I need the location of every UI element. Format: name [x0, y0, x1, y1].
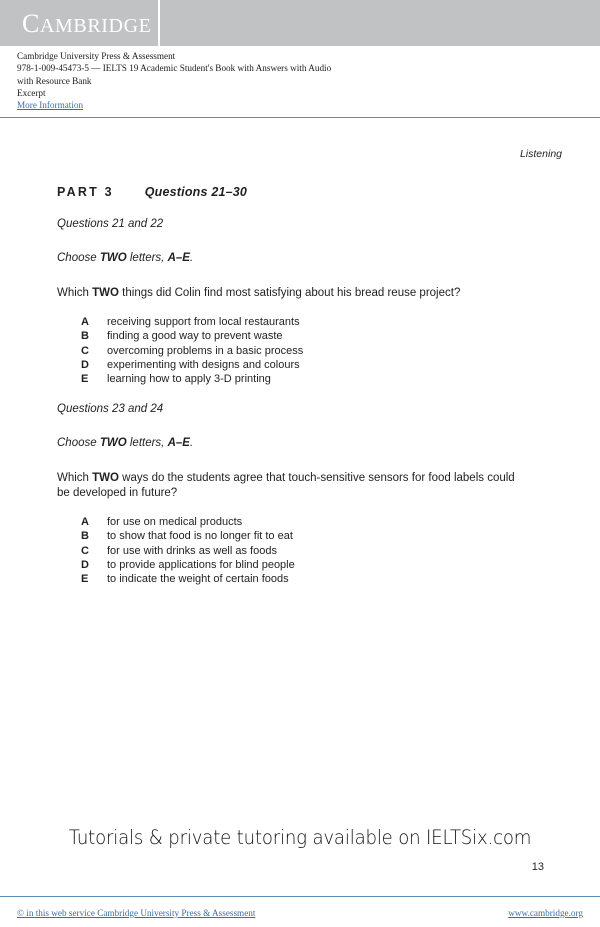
instruction-emphasis-two: TWO [99, 437, 127, 449]
citation-line-subtitle: with Resource Bank [17, 75, 92, 86]
instruction-pre: Choose [57, 437, 100, 449]
option-text: receiving support from local restaurants [107, 316, 300, 328]
logo-wordmark: AMBRIDGE [39, 15, 152, 37]
option-d[interactable] [81, 558, 557, 572]
stem-post: ways do the students agree that touch-sensitive sensors for food labels could be developed in future? [57, 472, 515, 499]
instruction-mid: letters, [126, 252, 168, 264]
option-text: to provide applications for blind people [107, 558, 295, 571]
cambridge-website-link[interactable]: www.cambridge.org [508, 908, 583, 918]
option-letter: C [81, 544, 89, 557]
stem-post: things did Colin find most satisfying about his bread reuse project? [118, 287, 461, 299]
citation-line-publisher: Cambridge University Press & Assessment [17, 51, 176, 61]
option-letter: B [81, 530, 89, 543]
option-a[interactable] [81, 315, 557, 329]
question-stem [57, 286, 519, 301]
logo-initial: C [22, 9, 40, 38]
question-group-21-22 [57, 218, 557, 386]
part-question-range: Questions 21–30 [144, 185, 248, 199]
part-label: PART 3 [57, 185, 114, 199]
option-c[interactable] [81, 544, 557, 558]
option-text: finding a good way to prevent waste [107, 330, 283, 343]
option-letter: A [81, 316, 89, 328]
question-range-label: Questions 21 and 22 [57, 218, 164, 230]
option-text: to show that food is no longer fit to eat [107, 530, 293, 543]
question-instruction [57, 437, 557, 449]
copyright-link[interactable]: © in this web service Cambridge University Press & Assessment [17, 908, 256, 918]
instruction-emphasis-range: A–E [167, 252, 190, 264]
citation-line-excerpt: Excerpt [17, 87, 46, 98]
instruction-emphasis-range: A–E [167, 437, 190, 449]
instruction-pre: Choose [57, 252, 100, 264]
option-text: for use on medical products [107, 516, 243, 528]
instruction-post: . [189, 252, 194, 264]
part-heading [57, 185, 247, 199]
stem-pre: Which [57, 472, 93, 484]
option-letter: C [81, 344, 89, 357]
option-letter: D [81, 358, 89, 371]
option-d[interactable] [81, 358, 557, 372]
option-list [57, 315, 557, 386]
stem-emphasis-two: TWO [92, 287, 119, 299]
question-stem [57, 471, 519, 501]
promo-banner: Tutorials & private tutoring available on IELTSix.com [68, 826, 532, 849]
cambridge-logo [22, 9, 151, 39]
publisher-banner [0, 0, 600, 46]
option-e[interactable] [81, 372, 557, 386]
option-list [57, 515, 557, 586]
option-text: for use with drinks as well as foods [107, 544, 277, 557]
running-head: Listening [519, 148, 562, 160]
instruction-mid: letters, [126, 437, 168, 449]
option-text: to indicate the weight of certain foods [107, 573, 289, 586]
option-text: experimenting with designs and colours [107, 358, 300, 371]
question-instruction [57, 252, 557, 264]
option-a[interactable] [81, 515, 557, 529]
citation-block [17, 50, 331, 111]
footer-rule [0, 896, 600, 897]
option-letter: B [81, 330, 89, 343]
option-letter: A [81, 516, 89, 528]
stem-emphasis-two: TWO [92, 472, 119, 484]
stem-pre: Which [57, 287, 93, 299]
option-letter: E [81, 373, 89, 386]
option-e[interactable] [81, 572, 557, 586]
question-group-23-24 [57, 403, 557, 586]
option-text: learning how to apply 3-D printing [107, 373, 271, 386]
header-rule [0, 117, 600, 118]
option-b[interactable] [81, 329, 557, 343]
banner-divider [158, 0, 160, 46]
option-letter: E [81, 573, 89, 586]
citation-line-isbn-title: 978-1-009-45473-5 — IELTS 19 Academic Student's Book with Answers with Audio [17, 63, 332, 74]
option-b[interactable] [81, 529, 557, 543]
question-range-label: Questions 23 and 24 [57, 403, 164, 415]
option-text: overcoming problems in a basic process [107, 344, 304, 357]
option-c[interactable] [81, 344, 557, 358]
more-information-link[interactable]: More Information [17, 100, 84, 111]
instruction-post: . [189, 437, 194, 449]
option-letter: D [81, 558, 89, 571]
instruction-emphasis-two: TWO [99, 252, 127, 264]
page-number: 13 [531, 861, 544, 873]
